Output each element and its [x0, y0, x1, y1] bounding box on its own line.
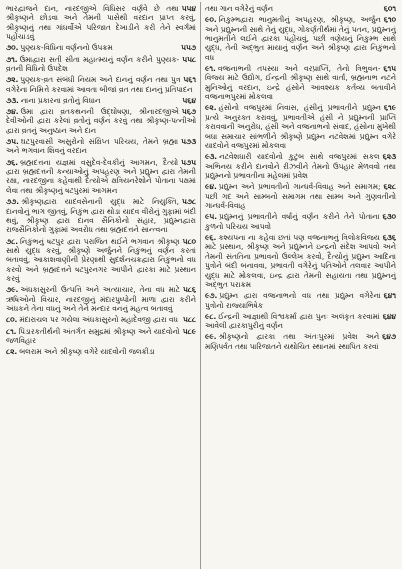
chapter-number: ૯૯.: [205, 332, 217, 342]
chapter-number: ૯૩.: [205, 152, 218, 162]
page-number: ૫૮૮: [183, 315, 196, 325]
index-entry: [205, 152, 396, 180]
chapter-title: પુણ્યક-વ્રત સંબંધી નિયમ અને દાનનું વર્ણન તથા પુત્ર વગેરેના નિમિત્તે કરવામાં આવતા બીજાં વ્રત તથા દાનનું પ્રતિપાદન: [6, 75, 193, 94]
chapter-title: ઘટપુરવાસી અસુરોનો સંક્ષિપ્ત પરિચય, તેમને બ્રહ્મા અને ભગવાન શિવનું વરદાન: [6, 137, 179, 156]
chapter-number: ૭૬.: [6, 157, 19, 167]
chapter-number: ૮૦.: [6, 315, 18, 325]
chapter-title: ઉમા દ્વારા વ્રતકથનની ઉદ્ઘોષણા, શ્રીનારદજીએ દેવીઓની દ્વારા કરેલાં વ્રતોનું વર્ણન કરવું તથા શ્રીકૃષ્ણ-પત્નીઓ દ્વારા વ્રતનું અનુષ્ઠાન અને દાન: [6, 107, 196, 135]
chapter-title: મંદારાચલ પર ગયેલા અંધકાસુરનો મહાદેવજી દ્વારા વધ: [19, 315, 178, 325]
page-number: ૫૬૪: [182, 95, 196, 105]
chapter-title: પુણ્યક-વિધિના વર્ણનનો ઉપક્રમ: [20, 43, 113, 53]
index-entry: [6, 43, 196, 52]
chapter-number: ૯૧.: [205, 64, 216, 74]
index-entry: [6, 4, 196, 42]
index-entry: [205, 182, 396, 210]
page-number: ૬૪૪: [382, 311, 396, 321]
chapter-number: ૯૮.: [205, 311, 217, 321]
chapter-number: ૭૫.: [6, 137, 19, 147]
chapter-number: ૯૭.: [205, 291, 218, 301]
index-entry: [6, 107, 196, 135]
index-entry: [205, 15, 396, 62]
index-entry: [6, 158, 196, 196]
page-number: ૬૪૧: [383, 291, 396, 301]
chapter-title: નાના પ્રકારના વ્રતોનું વિધાન: [20, 95, 101, 105]
index-entry: [205, 233, 396, 289]
chapter-number: ૮૧.: [6, 326, 17, 336]
chapter-number: ૭૯.: [6, 285, 19, 295]
page-number: ૫૮૯: [182, 326, 196, 336]
chapter-title: ઈન્દ્રની આજ્ઞાથી વિશ્વકર્મા દ્વારા પુનઃ અલંકૃત કરવામાં આવેલી દ્વારકાપુરીનું વર્ણન: [205, 311, 380, 331]
page-number: ૫૮૬: [182, 285, 196, 295]
chapter-title: પ્રદ્યુમ્નનું પ્રભાવતીને વર્ષાનું વર્ણન કરીને તેને પોતાના કુળનો પરિચય આપવો: [205, 212, 380, 231]
chapter-title: બલરામ અને શ્રીકૃષ્ણ વગેરે યાદવોની જલક્રીડા: [19, 347, 155, 357]
index-entry: [205, 103, 396, 150]
index-entry: [6, 75, 196, 94]
chapter-title: વજ્રનાભની તપસ્યા અને વરપ્રાપ્તિ, તેનો ત્રિભુવન-વિજય માટે ઉદ્યોગ, ઈન્દ્રની શ્રીકૃષ્ણ સાથે વાર્તા, બ્રહ્મનાભ નટને મુનિઓનું વરદાન, ઇન્દ્રે હંસોને આવશ્યક કર્તવ્ય બતાવીને વજ્રનાભપુરમાં મોકલવા: [205, 64, 396, 102]
page-number: ૫૭૫: [181, 157, 196, 167]
chapter-title: પિંડારકતીર્થની અંતર્ગત સમુદ્રમાં શ્રીકૃષ્ણ અને યાદવોનો જળવિહાર: [6, 326, 180, 345]
page-number: ૫૫૪: [181, 4, 196, 13]
page-number: ૬૦૧: [383, 4, 396, 13]
chapter-number: ૭૮.: [6, 236, 19, 246]
index-entry: [6, 197, 196, 235]
chapter-title: પ્રદ્યુમ્ન અને પ્રભાવતીનો ગાન્ધર્વ-વિવાહ અને સમાગમ; પછી ગદ અને સામ્બનો સમાગમ તથા સામ્બ અને ગુણવતીનો ગાન્ધર્વ-વિવાહ: [205, 182, 396, 211]
chapter-number: ૯૨.: [205, 103, 217, 113]
page-number: ૬૨૮: [383, 182, 396, 192]
page-number: ૫૬૧: [183, 75, 196, 85]
page-number: ૫૬૭: [181, 107, 196, 117]
index-entry: [6, 315, 196, 324]
chapter-title: નિકુંભનું ષટપુર દ્વારા પરાજિત થઈને ભગવાન શ્રીકૃષ્ણ સાથે યુદ્ધ કરવું, શ્રીકૃષ્ણે અર્જુનને નિકુંભનું વર્ણન કરતાં બતાવવું, આકાશવાણીની પ્રેરણાથી સુદર્શનચક્રદ્વારા નિકુંભનો વધ કરવો અને બ્રહ્મદત્તને ષટપુરનગર આપીને દ્વારકા માટે પ્રસ્થાન કરવું: [6, 236, 196, 284]
index-entry: [205, 212, 396, 231]
chapter-title: નટવેશધારી યાદવોનો કુટુંબ સાથે વજ્રપુરમાં સકલ અભિનય કરીને દાનવોને રીઝવીને તેમનો ઉપહાર મેળવવો તથા પ્રદ્યુમ્નનો પ્રભાવતીના મહેલમાં પ્રવેશ: [205, 152, 396, 181]
page-number: ૬૩૦: [382, 212, 396, 222]
page-number: ૬૪૭: [382, 332, 396, 342]
page-number: ૬૧૫: [383, 64, 396, 74]
page-number: ૬૩૬: [382, 232, 396, 242]
chapter-number: ૭૨.: [6, 75, 19, 85]
chapter-number: ૯૪.: [205, 182, 217, 192]
chapter-number: ૯૫.: [205, 212, 218, 222]
chapter-title: ભારદ્વાજને દાન, નારદજીએ વિધિસર વર્ણવે છે તથા શ્રીકૃષ્ણને છોડવા અને તેમની પાસેથી વરદાન પ્રાપ્ત કરવું, શ્રીકૃષ્ણનું તથા ગાંધર્વોએ પરિજાત દેખાડીને કરી તેને સ્વર્ગમાં પહોંચાડવું: [6, 4, 196, 42]
chapter-title: નિકુમ્ભદ્વારા ભાનુમતીનું અપહરણ, શ્રીકૃષ્ણ, અર્જુન અને પ્રદ્યુમ્નની સાથે તેનું યુદ્ધ, ગોકર્ણતીર્થમાં તેનું પતન, પ્રદ્યુમ્નનું ભાનુમતીને લઈને દ્વારકા પહોંચવું, પછી ત્રણેયનું નિકુમ્ભ સાથે યુદ્ધ, તેની અદ્ભુત માયાનું વર્ણન અને શ્રીકૃષ્ણ દ્વારા નિકુંભનો વધ: [205, 15, 396, 62]
chapter-number: ૭૩.: [6, 95, 19, 105]
left-column: [2, 2, 201, 569]
chapter-title: શ્રીકૃષ્ણનો દ્વારકા તથા અંતઃપુરમાં પ્રવેશ અને મણિપર્વત તથા પારિજાતને યથોચિત સ્થાનમાં સ્થાપિત કરવાં: [205, 332, 380, 351]
page-number: ૬૨૩: [382, 152, 396, 162]
chapter-number: ૮૨.: [6, 347, 18, 357]
chapter-number: ૭૪.: [6, 107, 19, 117]
index-entry: [6, 137, 196, 156]
index-entry: [205, 332, 396, 351]
page-number: ૬૧૯: [383, 103, 396, 113]
chapter-title: હંસોનો વજ્રપુરમાં નિવાસ, હંસીનું પ્રભાવતીને પ્રદ્યુમ્ન પ્રત્યે અનુરક્ત કરાવવું, પ્રભાવતીએ હંસી ને પ્રદ્યુમ્નની પ્રાપ્તિ કરાવવાની અનુરોધ, હંસી અને વજ્રનાભનો સંવાદ, હંસોના મુખેથી બધા સમાચાર સાંભળીને શ્રીકૃષ્ણે પ્રદ્યુમ્ન નટવેશમાં પ્રદ્યુમ્ન વગેરે યાદવોને વજ્રપુરમાં મોકલવા: [205, 103, 396, 151]
index-entry: [205, 312, 396, 331]
index-entry: [205, 64, 396, 102]
index-entry: [205, 291, 396, 310]
page-number: ૬૧૦: [383, 15, 396, 25]
index-entry: [6, 237, 196, 284]
index-entry: [205, 4, 396, 13]
chapter-number: ૭૭.: [6, 197, 20, 207]
page-number: ૫૫૮: [182, 54, 196, 64]
index-entry: [6, 96, 196, 105]
chapter-title: અંધકાસુરની ઉત્પત્તિ અને અત્યાચાર, તેના વધ માટે ઋષિઓનો વિચાર, નારદજીનું મંદારપુષ્પોની માળા દ્વારા કરીને અંધકને તેના વધનું અને તેને મન્દાર વનનું મહત્વ બતાવવું: [6, 285, 196, 314]
index-entry: [6, 285, 196, 313]
chapter-number: ૯૬.: [205, 232, 217, 242]
page-number: ૫૭૮: [181, 197, 196, 207]
index-entry: [6, 55, 196, 74]
page-number: ૫૫૭: [181, 43, 196, 53]
chapter-title: બ્રહ્મદત્તના યજ્ઞમાં વસુદેવ-દેવકીનું આગમન, દૈત્યો દ્વારા બ્રહ્મદત્તની કન્યાઓનું અપહરણ અને પ્રદ્યુમ્ન દ્વારા તેમની રક્ષા, નારદજીના કહેવાથી દૈત્યોએ ક્ષત્રિયનરેશોને પોતાના પક્ષમાં લેવા તથા શ્રીકૃષ્ણનું ષટપુરમાં આગમન: [6, 157, 196, 195]
chapter-title: ઉમાદ્વારા સતી સીતા મહાત્મ્યનું વર્ણન કરીને પુણ્યક-વ્રતની વિધિનો ઉપદેશ: [6, 54, 180, 74]
chapter-number: ૭૦.: [6, 43, 19, 53]
chapter-number: ૭૧.: [6, 54, 18, 64]
chapter-title: તથા ગાન વગેરેનું વર્ણન: [205, 4, 274, 13]
page-number: ૫૭૩: [181, 137, 196, 147]
chapter-number: ૯૦.: [205, 15, 217, 25]
page-number: ૫૮૦: [182, 236, 196, 246]
index-entry: [6, 347, 196, 356]
chapter-title: કશ્યપના ના કહેવા છતાં પણ વજ્રનાભનું ત્રિલોકવિજય માટે પ્રસ્થાન, શ્રીકૃષ્ણ અને પ્રદ્યુમ્નને ઇન્દ્રનો સંદેશ આપવો અને તેમની સંતતિના પ્રભાવનો ઉલ્લેખ કરવો, દૈત્યોનું પ્રદ્યુમ્ન આદિના પુત્રોને બંદી બનાવવા, પ્રભાવતી વગેરેનું પતિઓને તલવાર આપીને યુદ્ધ માટે મોકલવા, ઇન્દ્ર દ્વારા તેમની સહાયતા તથા પ્રદ્યુમ્નનું અદ્ભુત પરાક્રમ: [205, 232, 396, 289]
right-column: [201, 2, 400, 569]
index-entry: [6, 327, 196, 346]
chapter-title: શ્રીકૃષ્ણદ્વારા યાદવસેનાની યુદ્ધ માટે નિયુક્તિ, દાનવોનું ભાગ જીતવું, નિકુંભ દ્વારા થોડા યાદવ વીરોનું ગુફામાં બંદી થવું, શ્રીકૃષ્ણ દ્વારા દાનવ સૈનિકોનો સંહાર, પ્રદ્યુમ્નદ્વારા રાજસૈનિકોનો ગુફામાં અવરોધ તથા બ્રહ્મદત્તને સાન્ત્વના: [6, 197, 196, 235]
chapter-title: પ્રદ્યુમ્ન દ્વારા વજ્રનાભનો વધ તથા પ્રદ્યુમ્ન વગેરેના પુત્રોનો રાજ્યાભિષેક: [205, 291, 381, 310]
